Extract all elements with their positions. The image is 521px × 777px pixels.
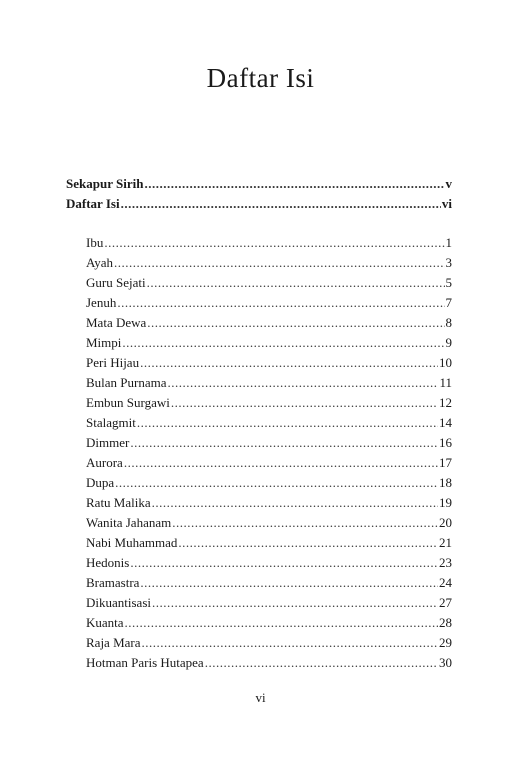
toc-entry-title: Mimpi	[86, 335, 122, 350]
toc-entry-page: 28	[439, 615, 452, 630]
toc-entry-page: 19	[439, 495, 452, 510]
dot-leader	[168, 373, 439, 393]
toc-row	[86, 313, 452, 333]
toc-entry-title: Bramastra	[86, 575, 140, 590]
dot-leader	[140, 353, 438, 373]
toc-entry-title: Ibu	[86, 235, 104, 250]
toc-row	[86, 333, 452, 353]
toc-entry-page: 17	[439, 455, 452, 470]
toc-entry-page: 12	[439, 395, 452, 410]
toc-entry-title: Dupa	[86, 475, 115, 490]
toc-entry-title: Stalagmit	[86, 415, 136, 430]
toc-entry-page: 8	[445, 315, 452, 330]
toc-entry-page: v	[445, 176, 452, 191]
dot-leader	[114, 253, 445, 273]
dot-leader	[152, 493, 438, 513]
toc-row	[86, 393, 452, 413]
toc-row	[86, 593, 452, 613]
toc-entry-title: Mata Dewa	[86, 315, 147, 330]
toc-entry-page: 9	[445, 335, 452, 350]
toc-row	[86, 373, 452, 393]
toc-row	[86, 233, 452, 253]
dot-leader	[172, 513, 438, 533]
dot-leader	[137, 413, 438, 433]
toc-entry-page: vi	[441, 196, 452, 211]
toc-entry-page: 27	[439, 595, 452, 610]
toc-entry-title: Raja Mara	[86, 635, 141, 650]
front-matter-list	[66, 174, 452, 214]
page-number: vi	[255, 690, 266, 705]
toc-entry-page: 11	[439, 375, 452, 390]
toc-entry-page: 21	[439, 535, 452, 550]
toc-entry-title: Bulan Purnama	[86, 375, 167, 390]
dot-leader	[125, 613, 438, 633]
dot-leader	[144, 174, 444, 194]
toc-entry-title: Wanita Jahanam	[86, 515, 172, 530]
dot-leader	[122, 333, 444, 353]
dot-leader	[171, 393, 438, 413]
dot-leader	[117, 293, 444, 313]
page-title: Daftar Isi	[206, 63, 315, 93]
dot-leader	[178, 533, 438, 553]
dot-leader	[140, 573, 438, 593]
dot-leader	[130, 553, 438, 573]
toc-entry-title: Ratu Malika	[86, 495, 151, 510]
toc-entry-page: 3	[445, 255, 452, 270]
toc-entry-page: 29	[439, 635, 452, 650]
toc-entry-title: Sekapur Sirih	[66, 176, 144, 191]
toc-row	[66, 194, 452, 214]
dot-leader	[104, 233, 444, 253]
toc-row	[86, 653, 452, 673]
dot-leader	[142, 633, 438, 653]
toc-entry-title: Ayah	[86, 255, 113, 270]
dot-leader	[147, 273, 445, 293]
toc-entry-title: Hotman Paris Hutapea	[86, 655, 204, 670]
toc-row	[86, 633, 452, 653]
toc-entry-page: 7	[445, 295, 452, 310]
dot-leader	[152, 593, 438, 613]
toc-row	[86, 293, 452, 313]
toc-entry-title: Peri Hijau	[86, 355, 140, 370]
toc-row	[86, 433, 452, 453]
toc-row	[86, 513, 452, 533]
toc-entry-page: 1	[445, 235, 452, 250]
toc-entry-page: 18	[439, 475, 452, 490]
toc-entry-page: 14	[439, 415, 452, 430]
toc-entry-title: Jenuh	[86, 295, 117, 310]
toc-row	[86, 473, 452, 493]
toc-row	[86, 413, 452, 433]
toc-entry-page: 16	[439, 435, 452, 450]
toc-entry-title: Dimmer	[86, 435, 130, 450]
toc-row	[86, 273, 452, 293]
toc-row	[86, 353, 452, 373]
toc-entry-title: Kuanta	[86, 615, 124, 630]
toc-entry-page: 30	[439, 655, 452, 670]
dot-leader	[115, 473, 438, 493]
dot-leader	[147, 313, 444, 333]
toc-entry-title: Aurora	[86, 455, 123, 470]
toc-entry-title: Daftar Isi	[66, 196, 120, 211]
toc-entry-page: 10	[439, 355, 452, 370]
dot-leader	[205, 653, 438, 673]
toc-row	[66, 174, 452, 194]
toc-entry-page: 23	[439, 555, 452, 570]
toc-entry-page: 20	[439, 515, 452, 530]
toc-row	[86, 493, 452, 513]
dot-leader	[121, 194, 441, 214]
toc-entry-list	[86, 233, 452, 673]
toc-row	[86, 453, 452, 473]
toc-entry-title: Hedonis	[86, 555, 130, 570]
toc-row	[86, 253, 452, 273]
toc-entry-title: Guru Sejati	[86, 275, 146, 290]
dot-leader	[124, 453, 438, 473]
toc-row	[86, 533, 452, 553]
toc-entry-title: Dikuantisasi	[86, 595, 151, 610]
toc-row	[86, 573, 452, 593]
dot-leader	[130, 433, 438, 453]
toc-entry-page: 5	[445, 275, 452, 290]
toc-entry-title: Nabi Muhammad	[86, 535, 178, 550]
toc-row	[86, 613, 452, 633]
toc-entry-page: 24	[439, 575, 452, 590]
toc-entry-title: Embun Surgawi	[86, 395, 170, 410]
toc-row	[86, 553, 452, 573]
